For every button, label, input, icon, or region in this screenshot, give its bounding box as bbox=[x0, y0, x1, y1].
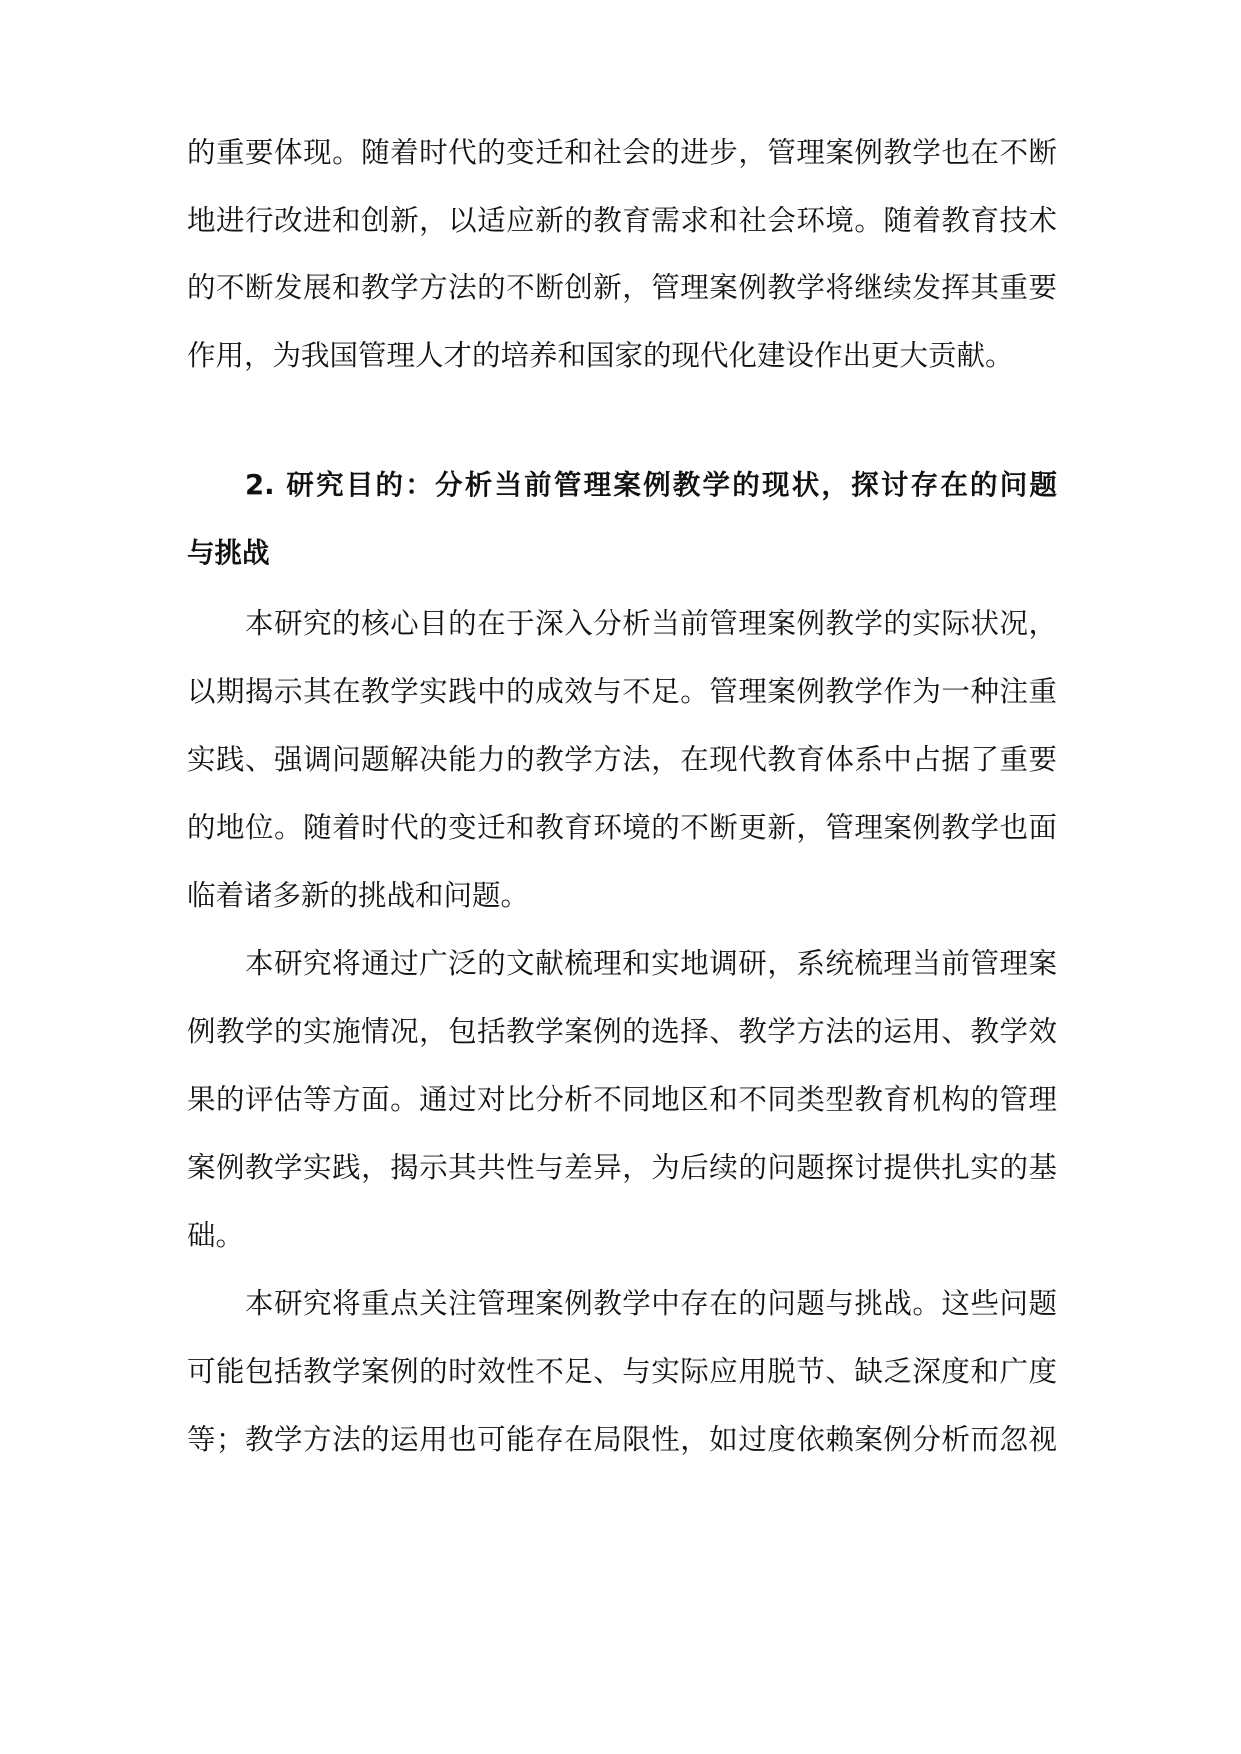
paragraph-3-line: 本研究将通过广泛的文献梳理和实地调研，系统梳理当前管理案 bbox=[245, 947, 1057, 980]
paragraph-2-line: 以期揭示其在教学实践中的成效与不足。管理案例教学作为一种注重 bbox=[187, 675, 1057, 708]
paragraph-4-line: 可能包括教学案例的时效性不足、与实际应用脱节、缺乏深度和广度 bbox=[187, 1355, 1057, 1388]
section-heading-line: 与挑战 bbox=[187, 537, 270, 569]
paragraph-1-line: 的不断发展和教学方法的不断创新，管理案例教学将继续发挥其重要 bbox=[187, 271, 1057, 304]
paragraph-2-line: 临着诸多新的挑战和问题。 bbox=[187, 879, 530, 912]
paragraph-3-line: 例教学的实施情况，包括教学案例的选择、教学方法的运用、教学效 bbox=[187, 1015, 1057, 1048]
paragraph-4-line: 等；教学方法的运用也可能存在局限性，如过度依赖案例分析而忽视 bbox=[187, 1423, 1057, 1456]
paragraph-4-line: 本研究将重点关注管理案例教学中存在的问题与挑战。这些问题 bbox=[245, 1287, 1057, 1320]
paragraph-3-line: 案例教学实践，揭示其共性与差异，为后续的问题探讨提供扎实的基 bbox=[187, 1151, 1057, 1184]
paragraph-3-line: 础。 bbox=[187, 1219, 245, 1252]
paragraph-2-line: 的地位。随着时代的变迁和教育环境的不断更新，管理案例教学也面 bbox=[187, 811, 1057, 844]
paragraph-2-line: 本研究的核心目的在于深入分析当前管理案例教学的实际状况， bbox=[245, 607, 1057, 640]
paragraph-2-line: 实践、强调问题解决能力的教学方法，在现代教育体系中占据了重要 bbox=[187, 743, 1057, 776]
paragraph-1-line: 的重要体现。随着时代的变迁和社会的进步，管理案例教学也在不断 bbox=[187, 136, 1057, 169]
paragraph-1-line: 地进行改进和创新，以适应新的教育需求和社会环境。随着教育技术 bbox=[187, 204, 1057, 237]
section-heading-line: 2. 研究目的：分析当前管理案例教学的现状，探讨存在的问题 bbox=[245, 469, 1057, 501]
paragraph-1-line: 作用，为我国管理人才的培养和国家的现代化建设作出更大贡献。 bbox=[187, 339, 1014, 372]
paragraph-3-line: 果的评估等方面。通过对比分析不同地区和不同类型教育机构的管理 bbox=[187, 1083, 1057, 1116]
